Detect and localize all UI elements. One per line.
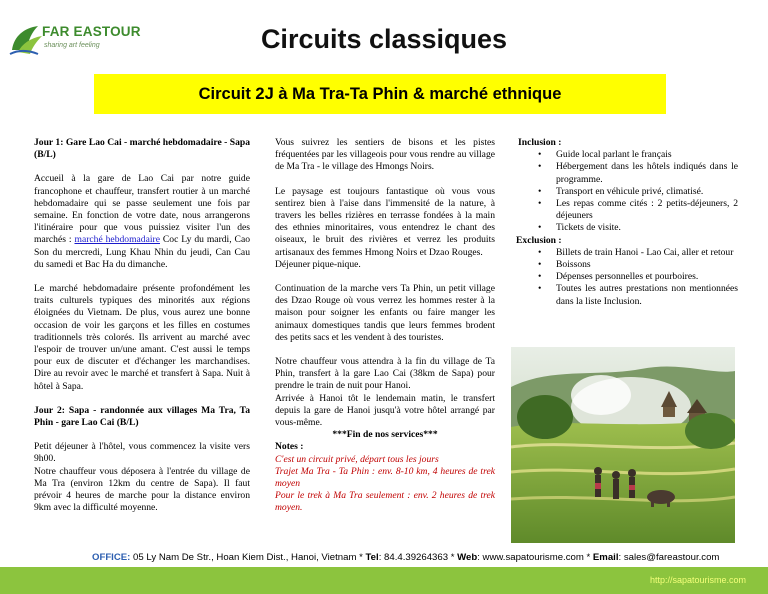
- inclusion-title: Inclusion :: [518, 137, 562, 148]
- day2-paragraph-6: Notre chauffeur vous attendra à la fin du village de Ta Phin, transfert à la gare Lao Cai (38km de Sapa) pour prendre le train de nuit pour Hanoi.: [275, 356, 495, 392]
- list-item: • Billets de train Hanoi - Lao Cai, aller et retour: [516, 247, 738, 259]
- notes-title: Notes :: [275, 441, 304, 453]
- day2-paragraph-7: Arrivée à Hanoi tôt le lendemain matin, le transfert depuis la gare de Hanoi jusqu'à votre hôtel arrangé par vous-même.: [275, 392, 495, 429]
- end-of-services: ***Fin de nos services***: [332, 429, 438, 441]
- list-item: • Dépenses personnelles et pourboires.: [516, 271, 738, 283]
- exclusion-list: [516, 247, 738, 308]
- day2-paragraph-2: Notre chauffeur vous déposera à l'entrée du village de Ma Tra (environ 12km du centre de Sapa). Il faut prévoir 4 heures de marche pour la distance environ 9km avec la difficulté moyenne.: [34, 465, 250, 514]
- logo-text: FAR EASTOUR: [42, 24, 141, 39]
- inclusion-list: [516, 149, 738, 234]
- day1-paragraph-1: [34, 173, 250, 271]
- tel-label: Tel: [365, 552, 379, 563]
- email-label: Email: [592, 552, 619, 563]
- site-link[interactable]: http://sapatourisme.com: [649, 575, 746, 585]
- list-item: • Boissons: [516, 259, 738, 271]
- note-item: Pour le trek à Ma Tra seulement : env. 2 heures de trek moyen.: [275, 490, 495, 514]
- rice-terrace-photo: [511, 347, 735, 543]
- email-value[interactable]: : sales@fareastour.com: [618, 552, 720, 563]
- list-item: • Tickets de visite.: [516, 222, 738, 234]
- inclusion-column: [516, 137, 738, 308]
- day2-paragraph-1: Petit déjeuner à l'hôtel, vous commencez la visite vers 9h00.: [34, 441, 250, 465]
- day1-text-b: Coc Ly du mardi, Cao Son du mercredi, Lung Khau Nhin du jeudi, Can Cau du samedi et Bac Ha du dimanche.: [34, 234, 250, 270]
- web-label: Web: [457, 552, 478, 563]
- list-item: • Les repas comme cités : 2 petits-déjeuners, 2 déjeuners: [516, 198, 738, 222]
- page-title: Circuits classiques: [260, 24, 508, 54]
- office-address: 05 Ly Nam De Str., Hoan Kiem Dist., Hanoi, Vietnam *: [130, 552, 366, 563]
- itinerary-column-1: [34, 137, 250, 514]
- day2-paragraph-5: Continuation de la marche vers Ta Phin, un petit village des Dzao Rouge où vous verrez les hommes rester à la maison pour soigner les enfants ou faire manger les animaux domestiques tandis que leurs femmes brodent des petits sacs et les vendent à des touristes.: [275, 283, 495, 343]
- day1-paragraph-2: Le marché hebdomadaire présente profondément les traits culturels typiques des minorités aux régions éloignées du Vietnam. De plus, vous aurez une bonne occasion de voir les garçons et les filles en costumes traditionnels très colorés. Ils arrivent au marché avec l'espoir de trouver un/une amant. C'est aussi le temps pour eux de discuter et d'échanger les marchandises. Dire au revoir avec le marché et transfert à Sapa. Nuit à hôtel à Sapa.: [34, 283, 250, 392]
- circuit-title: Circuit 2J à Ma Tra-Ta Phin & marché ethnique: [198, 85, 562, 103]
- contact-footer: [92, 552, 719, 563]
- itinerary-column-2: [275, 137, 495, 515]
- circuit-banner: [94, 74, 666, 114]
- list-item: • Guide local parlant le français: [516, 149, 738, 161]
- list-item: • Toutes les autres prestations non mentionnées dans la liste Inclusion.: [516, 283, 738, 307]
- landscape-image: [511, 347, 735, 543]
- day2-paragraph-3: Vous suivrez les sentiers de bisons et les pistes fréquentées par les villageois pour vous rendre au village de Ma Tra - le village des Hmongs Noirs.: [275, 137, 495, 173]
- day1-text-a: Accueil à la gare de Lao Cai par notre guide francophone et chauffeur, transfert routier à un marché hebdomadaire qui se passe seulement une fois par semaine. En fonction de votre date, nous arrangerons l'itinéraire pour que vous puissiez visiter l'un des marchés :: [34, 173, 250, 246]
- list-item: • Transport en véhicule privé, climatisé.: [516, 186, 738, 198]
- day2-title: Jour 2: Sapa - randonnée aux villages Ma Tra, Ta Phin - gare Lao Cai (B/L): [34, 404, 250, 429]
- footer-bar: [0, 567, 768, 594]
- tel-value: : 84.4.39264363 *: [378, 552, 458, 563]
- lunch-note: Déjeuner pique-nique.: [275, 258, 361, 270]
- note-item: Trajet Ma Tra - Ta Phin : env. 8-10 km, 4 heures de trek moyen: [275, 465, 495, 490]
- day1-title: Jour 1: Gare Lao Cai - marché hebdomadaire - Sapa (B/L): [34, 137, 250, 161]
- logo-tagline: sharing art feeling: [44, 42, 100, 49]
- web-value[interactable]: : www.sapatourisme.com *: [477, 552, 593, 563]
- office-label: OFFICE:: [92, 552, 131, 563]
- market-link[interactable]: marché hebdomadaire: [74, 234, 160, 246]
- note-item: C'est un circuit privé, départ tous les jours: [275, 453, 439, 465]
- exclusion-title: Exclusion :: [516, 234, 562, 246]
- list-item: • Hébergement dans les hôtels indiqués dans le programme.: [516, 161, 738, 185]
- day2-paragraph-4: Le paysage est toujours fantastique où vous vous sentirez bien à l'aise dans l'immensité de la nature, à travers les belles rizières en terrasse fondées à la main des ethnies minoritaires, vous entendrez le chant des oiseaux, le bruit des rivières et verrez les produits artisanaux des femmes Hmong Noirs et Dzao Rouges.: [275, 185, 495, 258]
